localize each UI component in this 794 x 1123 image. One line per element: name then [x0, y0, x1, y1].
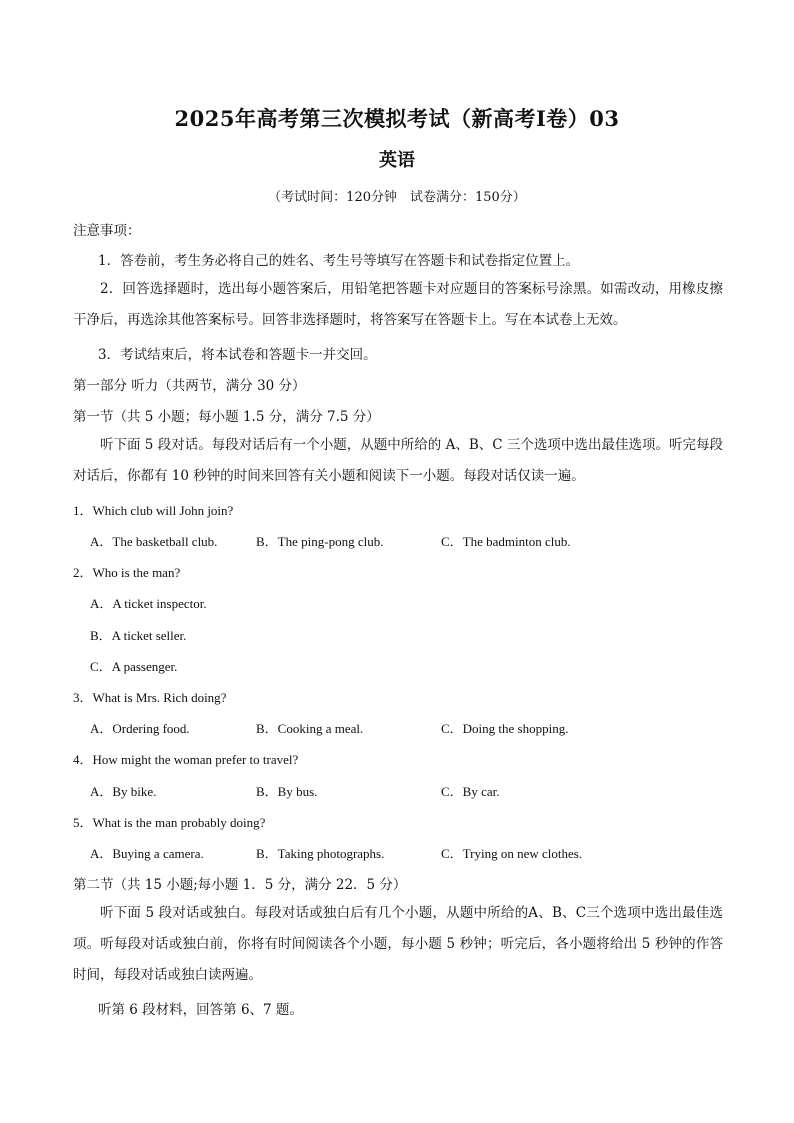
question-5-option-a: A．Buying a camera.: [90, 846, 204, 861]
question-2-option-b: B．A ticket seller.: [90, 628, 187, 643]
question-4-stem: 4．How might the woman prefer to travel?: [73, 752, 299, 767]
question-3-option-a: A．Ordering food.: [90, 721, 190, 736]
part1-heading: 第一部分 听力（共两节，满分 30 分）: [73, 378, 306, 394]
question-3-option-b: B．Cooking a meal.: [256, 721, 364, 736]
material-6-instruction: 听第 6 段材料，回答第 6、7 题。: [98, 1002, 303, 1018]
question-5-option-c: C．Trying on new clothes.: [441, 846, 583, 861]
question-2-stem: 2．Who is the man?: [73, 565, 181, 580]
question-5-stem: 5．What is the man probably doing?: [73, 815, 266, 830]
question-3-option-c: C．Doing the shopping.: [441, 721, 569, 736]
question-1-stem: 1．Which club will John join?: [73, 503, 234, 518]
question-4-option-a: A．By bike.: [90, 784, 157, 799]
notice-heading: 注意事项：: [73, 223, 141, 239]
section2-heading: 第二节（共 15 小题;每小题 1．5 分，满分 22．5 分）: [73, 877, 407, 893]
question-2-option-a: A．A ticket inspector.: [90, 596, 207, 611]
question-1-option-c: C．The badminton club.: [441, 534, 571, 549]
section1-intro: 听下面 5 段对话。每段对话后有一个小题，从题中所给的 A、B、C 三个选项中选出最佳选项。听完每段对话后，你都有 10 秒钟的时间来回答有关小题和阅读下一小题。每段对话仅读一遍。: [73, 437, 723, 484]
section2-intro: 听下面 5 段对话或独白。每段对话或独白后有几个小题，从题中所给的A、B、C三个选项中选出最佳选项。听每段对话或独白前，你将有时间阅读各个小题，每小题 5 秒钟；听完后，各小题将给出 5 秒钟的作答时间，每段对话或独白读两遍。: [73, 905, 723, 983]
question-5-option-b: B．Taking photographs.: [256, 846, 385, 861]
time-info: （考试时间：120分钟 试卷满分：150分）: [268, 190, 526, 205]
section1-heading: 第一节（共 5 小题；每小题 1.5 分，满分 7.5 分）: [73, 409, 380, 425]
question-4-option-b: B．By bus.: [256, 784, 318, 799]
question-1-option-b: B．The ping-pong club.: [256, 534, 384, 549]
exam-title: 2025年高考第三次模拟考试（新高考Ⅰ卷）03: [174, 106, 620, 131]
notice-item-3: 3．考试结束后，将本试卷和答题卡一并交回。: [98, 347, 377, 363]
notice-item-2: 2．回答选择题时，选出每小题答案后，用铅笔把答题卡对应题目的答案标号涂黑。如需改动，用橡皮擦干净后，再选涂其他答案标号。回答非选择题时，将答案写在答题卡上。写在本试卷上无效。: [73, 281, 723, 328]
question-3-stem: 3．What is Mrs. Rich doing?: [73, 690, 227, 705]
question-1-option-a: A．The basketball club.: [90, 534, 218, 549]
question-4-option-c: C．By car.: [441, 784, 500, 799]
subject-title: 英语: [379, 150, 415, 171]
question-2-option-c: C．A passenger.: [90, 659, 178, 674]
notice-item-1: 1．答卷前，考生务必将自己的姓名、考生号等填写在答题卡和试卷指定位置上。: [98, 253, 580, 269]
